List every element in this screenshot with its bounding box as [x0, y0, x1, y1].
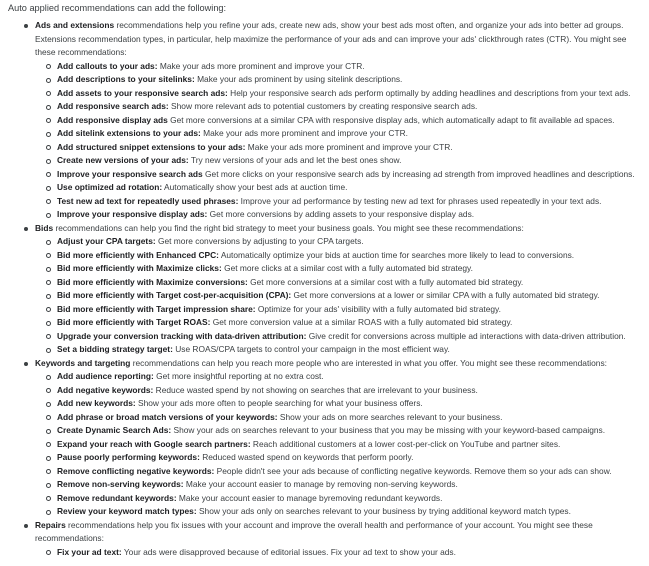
item-term: Add responsive display ads — [57, 114, 168, 125]
category-ads-and-extensions — [0, 19, 640, 222]
item-term: Add callouts to your ads: — [57, 60, 158, 71]
list-item — [35, 262, 640, 276]
list-item — [35, 100, 640, 114]
item-term: Improve your responsive display ads: — [57, 209, 208, 219]
item-term: Pause poorly performing keywords: — [57, 452, 200, 462]
recommendation-list — [35, 235, 640, 357]
list-item — [35, 168, 640, 182]
item-term: Expand your reach with Google search partners: — [57, 438, 251, 449]
item-description: Show more relevant ads to potential customers by creating responsive search ads. — [168, 101, 478, 111]
category-term: Bids — [35, 222, 54, 233]
item-term: Bid more efficiently with Enhanced CPC: — [57, 249, 219, 260]
item-term: Bid more efficiently with Target ROAS: — [57, 317, 211, 327]
category-keywords-and-targeting — [0, 357, 640, 519]
item-term: Remove conflicting negative keywords: — [57, 465, 215, 476]
list-item — [35, 249, 640, 263]
item-term: Improve your responsive search ads — [57, 168, 203, 179]
item-description: Make your account easier to manage by removing non-serving keywords. — [183, 479, 458, 489]
item-description: Try new versions of your ads and let the best ones show. — [188, 155, 402, 165]
list-item — [35, 235, 640, 249]
list-item — [35, 424, 640, 438]
list-item — [35, 330, 640, 344]
item-description: People didn't see your ads because of conflicting negative keywords. Remove them so your ads can show. — [214, 465, 612, 476]
item-description: Get more conversions at a similar CPA with responsive display ads, which automatically adapt to fit available ad spaces. — [167, 114, 615, 125]
item-description: Get more conversion value at a similar ROAS with a fully automated bid strategy. — [210, 317, 513, 327]
item-description: Reach additional customers at a lower cost-per-click on YouTube and partner sites. — [250, 438, 561, 449]
category-description: recommendations help you refine your ads, create new ads, show your best ads most often, and organize your ads into better ad groups. Extensions recommendation types, in particular, help maximize the performance of your ads and can improve your ads' clickthrough rates (CTR). You might see these recommendations: — [35, 20, 627, 57]
list-item — [35, 478, 640, 492]
item-term: Bid more efficiently with Maximize clicks: — [57, 263, 222, 273]
item-term: Review your keyword match types: — [57, 506, 197, 516]
item-term: Bid more efficiently with Maximize conversions: — [57, 276, 248, 287]
list-item — [35, 289, 640, 303]
list-item — [35, 397, 640, 411]
item-term: Remove redundant keywords: — [57, 492, 177, 503]
item-term: Adjust your CPA targets: — [57, 236, 156, 246]
item-description: Get more conversions by adjusting to your CPA targets. — [155, 236, 364, 246]
item-term: Add negative keywords: — [57, 384, 154, 395]
item-description: Get more clicks on your responsive search ads by increasing ad strength from improved headlines and descriptions. — [202, 168, 635, 179]
item-description: Get more clicks at a similar cost with a fully automated bid strategy. — [221, 263, 473, 273]
list-item — [35, 60, 640, 74]
list-item — [35, 438, 640, 452]
recommendation-list — [35, 370, 640, 519]
item-description: Show your ads only on searches relevant to your business by trying additional keyword match types. — [196, 506, 571, 516]
list-item — [35, 141, 640, 155]
item-description: Make your ads prominent by using sitelink descriptions. — [194, 74, 403, 84]
item-description: Reduce wasted spend by not showing on searches that are irrelevant to your business. — [153, 384, 478, 395]
item-description: Show your ads on more searches relevant to your business. — [277, 411, 503, 422]
list-item — [35, 451, 640, 465]
list-item — [35, 276, 640, 290]
recommendation-list — [35, 546, 640, 560]
item-term: Create Dynamic Search Ads: — [57, 425, 172, 435]
list-item — [35, 465, 640, 479]
category-description: recommendations can help you find the right bid strategy to meet your business goals. You might see these recommendations: — [53, 222, 524, 233]
item-description: Get more conversions by adding assets to your responsive display ads. — [207, 209, 475, 219]
item-term: Set a bidding strategy target: — [57, 344, 173, 354]
item-term: Add responsive search ads: — [57, 101, 169, 111]
item-term: Add audience reporting: — [57, 371, 154, 381]
item-term: Add phrase or broad match versions of your keywords: — [57, 411, 278, 422]
item-description: Improve your ad performance by testing new ad text for phrases used repeatedly in your text ads. — [238, 195, 602, 206]
item-term: Create new versions of your ads: — [57, 155, 189, 165]
category-repairs — [0, 519, 640, 560]
item-description: Make your ads more prominent and improve your CTR. — [157, 60, 365, 71]
list-item — [35, 114, 640, 128]
item-description: Automatically optimize your bids at auction time for searches more likely to lead to conversions. — [218, 249, 575, 260]
recommendation-categories — [0, 19, 640, 559]
list-item — [35, 370, 640, 384]
item-description: Make your account easier to manage byremoving redundant keywords. — [176, 492, 443, 503]
item-description: Reduced wasted spend on keywords that perform poorly. — [199, 452, 414, 462]
item-term: Bid more efficiently with Target cost-per-acquisition (CPA): — [57, 290, 292, 300]
list-item — [35, 384, 640, 398]
list-item — [35, 505, 640, 519]
item-description: Get more conversions at a lower or similar CPA with a fully automated bid strategy. — [291, 290, 600, 300]
list-item — [35, 208, 640, 222]
intro-text: Auto applied recommendations can add the following: — [8, 3, 227, 13]
item-description: Get more insightful reporting at no extra cost. — [153, 371, 324, 381]
list-item — [35, 316, 640, 330]
category-bids — [0, 222, 640, 357]
list-item — [35, 546, 640, 560]
item-term: Remove non-serving keywords: — [57, 479, 184, 489]
list-item — [35, 87, 640, 101]
item-description: Make your ads more prominent and improve your CTR. — [245, 141, 453, 152]
list-item — [35, 343, 640, 357]
recommendation-list — [35, 60, 640, 222]
list-item — [35, 154, 640, 168]
item-description: Use ROAS/CPA targets to control your campaign in the most efficient way. — [172, 344, 450, 354]
item-term: Bid more efficiently with Target impression share: — [57, 303, 256, 314]
item-term: Use optimized ad rotation: — [57, 182, 163, 192]
list-item — [35, 127, 640, 141]
item-description: Help your responsive search ads perform optimally by adding headlines and descriptions from your text ads. — [227, 87, 631, 98]
item-description: Your ads were disapproved because of editorial issues. Fix your ad text to show your ads. — [121, 546, 456, 557]
item-description: Give credit for conversions across multiple ad interactions with data-driven attribution. — [306, 330, 626, 341]
item-term: Add sitelink extensions to your ads: — [57, 128, 201, 138]
category-term: Keywords and targeting — [35, 357, 131, 368]
item-description: Make your ads more prominent and improve your CTR. — [200, 128, 408, 138]
item-term: Fix your ad text: — [57, 546, 122, 557]
item-description: Show your ads more often to people searching for what your business offers. — [135, 398, 423, 408]
category-term: Ads and extensions — [35, 20, 115, 30]
item-description: Get more conversions at a similar cost with a fully automated bid strategy. — [247, 276, 524, 287]
item-description: Optimize for your ads' visibility with a fully automated bid strategy. — [255, 303, 501, 314]
item-term: Add structured snippet extensions to your ads: — [57, 141, 246, 152]
list-item — [35, 73, 640, 87]
item-description: Automatically show your best ads at auction time. — [162, 182, 348, 192]
item-term: Add new keywords: — [57, 398, 136, 408]
item-description: Show your ads on searches relevant to your business that you may be missing with your keyword-based campaigns. — [171, 425, 606, 435]
item-term: Upgrade your conversion tracking with data-driven attribution: — [57, 330, 307, 341]
list-item — [35, 492, 640, 506]
category-term: Repairs — [35, 519, 66, 530]
item-term: Test new ad text for repeatedly used phrases: — [57, 195, 239, 206]
category-description: recommendations help you fix issues with your account and improve the overall health and performance of your account. You might see these recommendations: — [35, 519, 593, 543]
list-item — [35, 181, 640, 195]
list-item — [35, 411, 640, 425]
list-item — [35, 195, 640, 209]
category-description: recommendations can help you reach more people who are interested in what you offer. You might see these recommendations: — [130, 357, 607, 368]
list-item — [35, 303, 640, 317]
item-term: Add assets to your responsive search ads: — [57, 87, 228, 98]
item-term: Add descriptions to your sitelinks: — [57, 74, 195, 84]
